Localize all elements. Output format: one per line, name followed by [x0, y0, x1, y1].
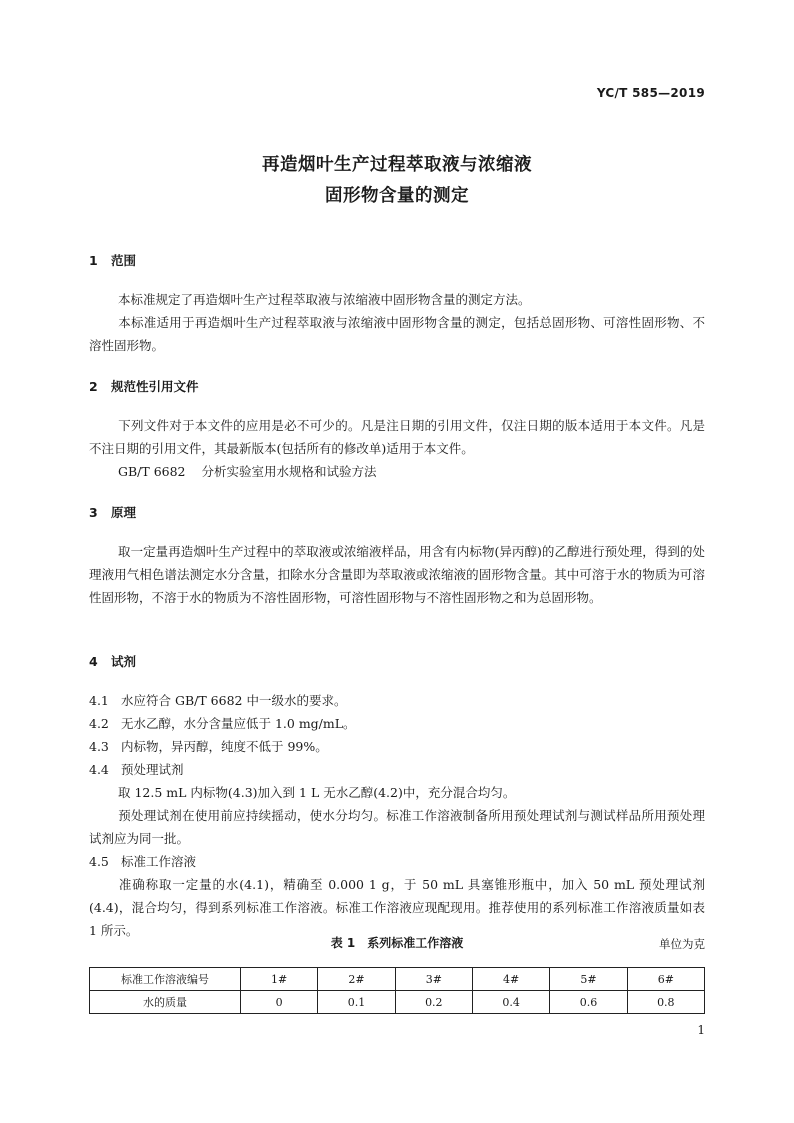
- principle-paragraph: 取一定量再造烟叶生产过程中的萃取液或浓缩液样品，用含有内标物(异丙醇)的乙醇进行预处理，得到的处理液用气相色谱法测定水分含量，扣除水分含量即为萃取液或浓缩液的固形物含量。其中可溶于水的物质为可溶性固形物，不溶于水的物质为不溶性固形物，可溶性固形物与不溶性固形物之和为总固形物。: [89, 544, 705, 605]
- normative-paragraph: 下列文件对于本文件的应用是必不可少的。凡是注日期的引用文件，仅注日期的版本适用于本文件。凡是不注日期的引用文件，其最新版本(包括所有的修改单)适用于本文件。: [89, 418, 705, 456]
- reference-title: 分析实验室用水规格和试验方法: [201, 464, 377, 479]
- table-cell: 2#: [318, 968, 395, 991]
- table-cell: 3#: [395, 968, 472, 991]
- table-cell: 4#: [472, 968, 549, 991]
- section-heading-scope: [89, 251, 136, 269]
- section-heading-normative-references: [89, 377, 199, 395]
- table-cell: 5#: [550, 968, 627, 991]
- clause-4-2: 4.2 无水乙醇，水分含量应低于 1.0 mg/mL。: [89, 716, 356, 731]
- section-number: 4: [89, 654, 98, 669]
- table-row: [90, 968, 705, 991]
- document-title-line2: 固形物含量的测定: [325, 186, 469, 206]
- page-number: 1: [697, 1023, 705, 1037]
- table-caption: 表 1 系列标准工作溶液: [330, 936, 464, 950]
- table-cell: 1#: [241, 968, 318, 991]
- scope-paragraph-1: 本标准规定了再造烟叶生产过程萃取液与浓缩液中固形物含量的测定方法。: [118, 292, 531, 307]
- section-number: 2: [89, 379, 98, 394]
- standard-solutions-table: [89, 967, 705, 1014]
- clause-4-1: 4.1 水应符合 GB/T 6682 中一级水的要求。: [89, 693, 347, 708]
- section-heading-principle: [89, 503, 136, 521]
- table-cell: 0.2: [395, 991, 472, 1014]
- section-number: 3: [89, 505, 98, 520]
- clause-4-5-paragraph: 准确称取一定量的水(4.1)，精确至 0.000 1 g，于 50 mL 具塞锥形瓶中，加入 50 mL 预处理试剂(4.4)，混合均匀，得到系列标准工作溶液。标准工作溶液应现配现用。推荐使用的系列标准工作溶液质量如表 1 所示。: [89, 877, 705, 938]
- clause-4-4-paragraph-1: 取 12.5 mL 内标物(4.3)加入到 1 L 无水乙醇(4.2)中，充分混合均匀。: [118, 785, 516, 800]
- section-heading-reagents: [89, 652, 136, 670]
- scope-paragraph-2: 本标准适用于再造烟叶生产过程萃取液与浓缩液中固形物含量的测定，包括总固形物、可溶性固形物、不溶性固形物。: [89, 315, 705, 353]
- clause-4-4-paragraph-2: 预处理试剂在使用前应持续摇动，使水分均匀。标准工作溶液制备所用预处理试剂与测试样品所用预处理试剂应为同一批。: [89, 808, 705, 846]
- clause-4-4: 4.4 预处理试剂: [89, 762, 184, 777]
- table-cell: 0: [241, 991, 318, 1014]
- section-number: 1: [89, 253, 98, 268]
- table-cell: 0.8: [627, 991, 704, 1014]
- row-header: 水的质量: [90, 991, 241, 1014]
- normative-reference-item: [118, 460, 377, 483]
- reference-code: GB/T 6682: [118, 464, 186, 479]
- section-title: 范围: [111, 253, 137, 268]
- table-cell: 0.4: [472, 991, 549, 1014]
- row-header: 标准工作溶液编号: [90, 968, 241, 991]
- table-cell: 0.1: [318, 991, 395, 1014]
- table-cell: 6#: [627, 968, 704, 991]
- standard-code: YC/T 585—2019: [596, 86, 705, 100]
- section-title: 试剂: [111, 654, 137, 669]
- clause-4-5: 4.5 标准工作溶液: [89, 854, 197, 869]
- table-row: [90, 991, 705, 1014]
- section-title: 规范性引用文件: [111, 379, 199, 394]
- table-cell: 0.6: [550, 991, 627, 1014]
- section-title: 原理: [111, 505, 137, 520]
- document-title-line1: 再造烟叶生产过程萃取液与浓缩液: [262, 155, 532, 175]
- table-unit: 单位为克: [659, 937, 705, 951]
- clause-4-3: 4.3 内标物，异丙醇，纯度不低于 99%。: [89, 739, 328, 754]
